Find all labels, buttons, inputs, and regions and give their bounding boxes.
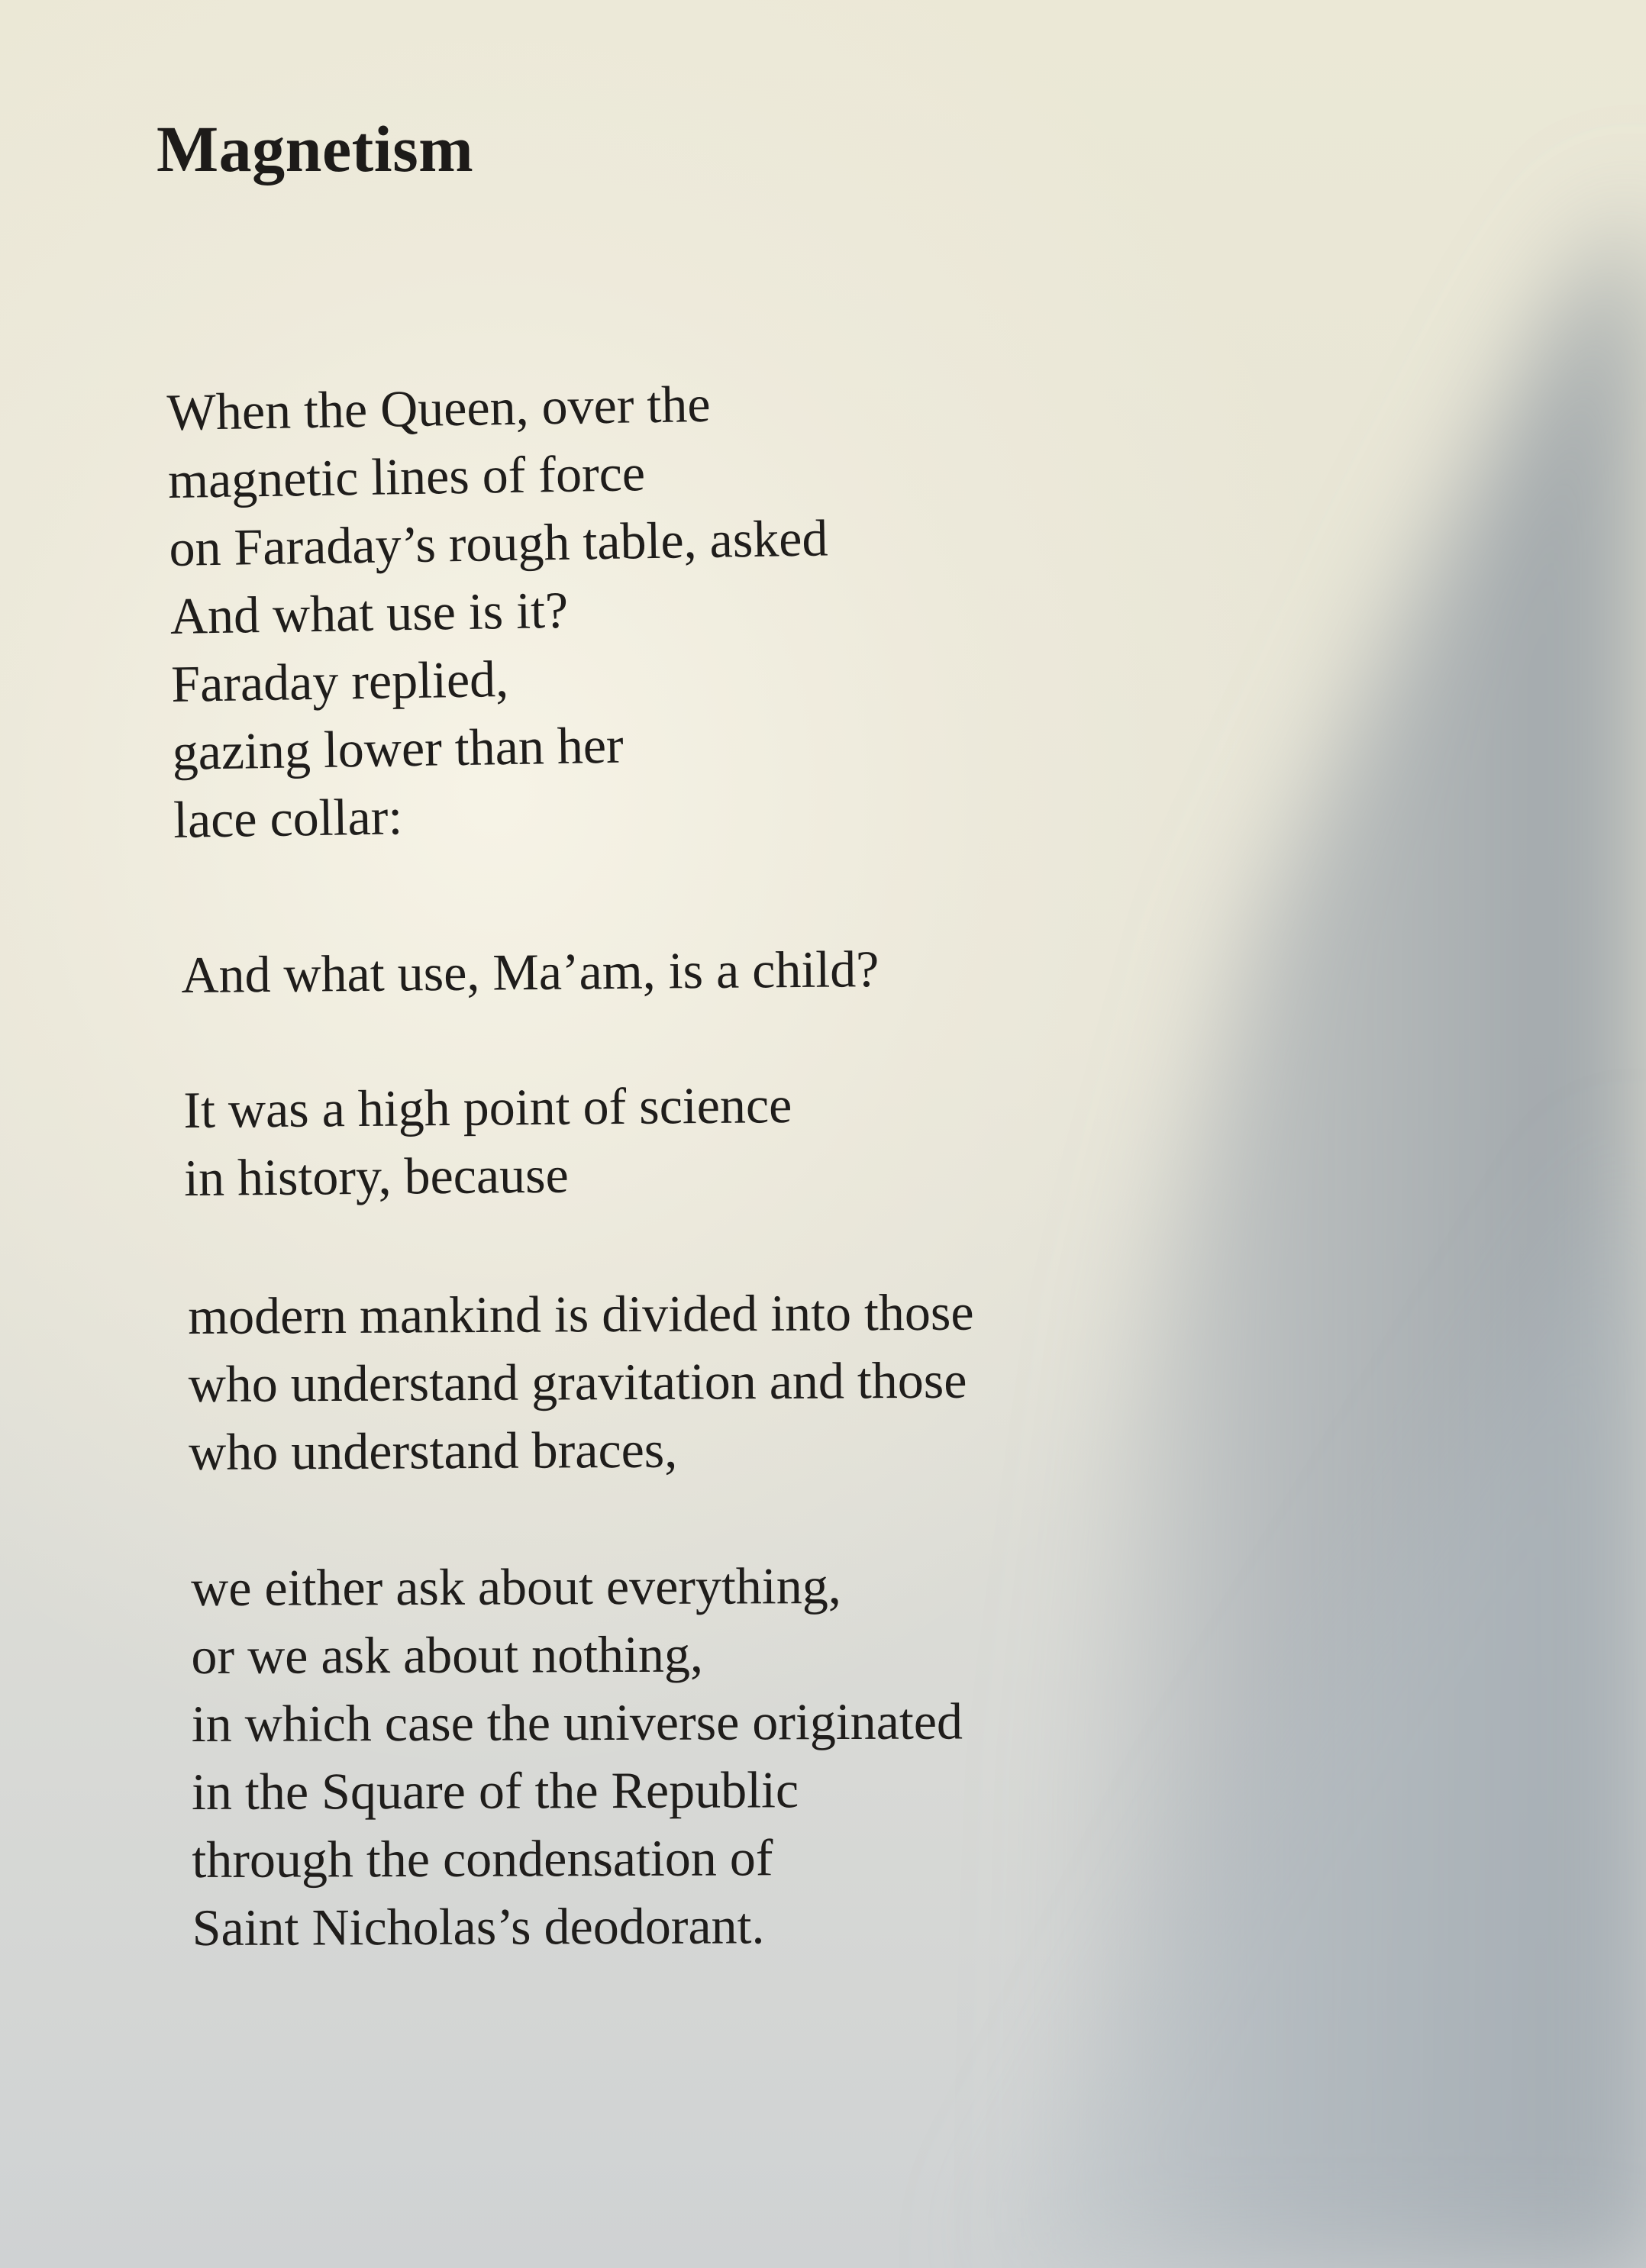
poem-line: or we ask about nothing, <box>191 1624 704 1685</box>
poem-line: When the Queen, over the <box>166 374 712 441</box>
poem-line: Faraday replied, <box>170 650 509 713</box>
poem-line: gazing lower than her <box>172 715 625 781</box>
poem-line: through the condensation of <box>192 1828 773 1889</box>
poem-stanza <box>181 935 879 1009</box>
poem-line: on Faraday’s rough table, asked <box>168 508 828 577</box>
poem-title: Magnetism <box>157 112 474 186</box>
poem-line: And what use, Ma’am, is a child? <box>181 940 879 1004</box>
poem-line: Saint Nicholas’s deodorant. <box>192 1896 765 1957</box>
poem-stanza <box>183 1071 792 1212</box>
poem-stanza <box>166 368 833 853</box>
poem-line: And what use is it? <box>169 580 569 645</box>
poem-stanza <box>191 1551 963 1962</box>
poem-line: modern mankind is divided into those <box>188 1282 974 1345</box>
poem-line: who understand braces, <box>188 1420 678 1481</box>
poem-line: lace collar: <box>173 787 403 849</box>
poem-line: we either ask about everything, <box>191 1557 841 1617</box>
poem-line: It was a high point of science <box>183 1076 792 1139</box>
poem-line: who understand gravitation and those <box>188 1350 967 1413</box>
poem-line: magnetic lines of force <box>167 444 646 509</box>
poem-line: in history, because <box>183 1145 570 1207</box>
poem-line: in the Square of the Republic <box>191 1760 799 1821</box>
poem-line: in which case the universe originated <box>191 1692 963 1753</box>
poem-stanza <box>188 1279 975 1486</box>
